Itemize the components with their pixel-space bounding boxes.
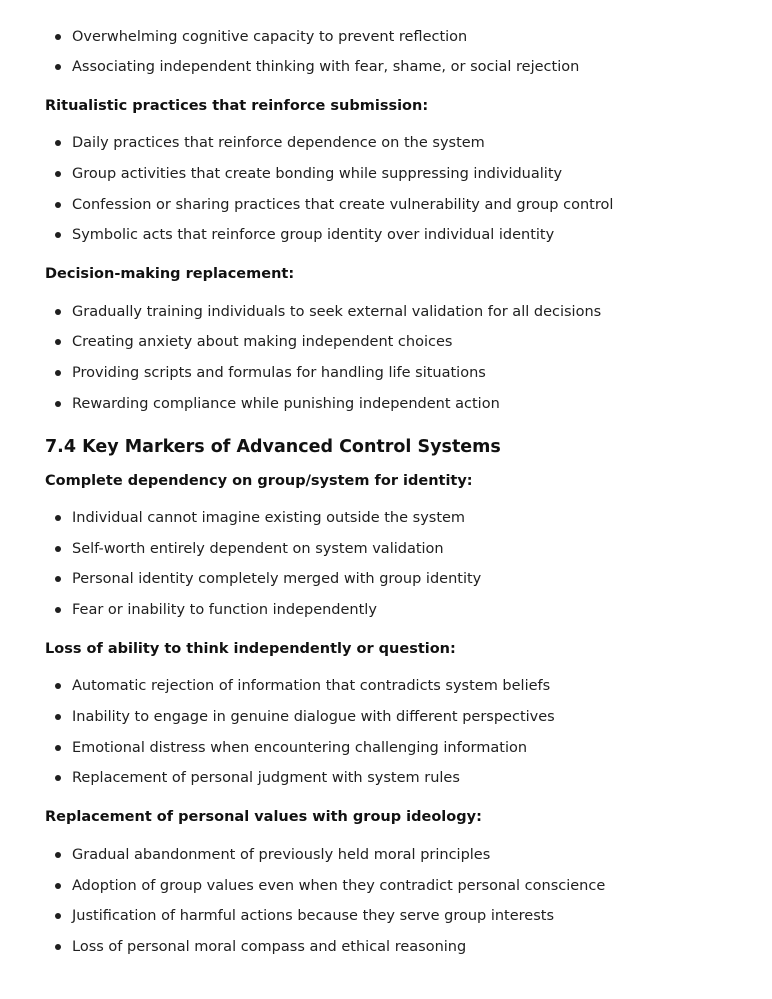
list-item-text: Creating anxiety about making independent choices	[72, 334, 453, 350]
list-item	[0, 161, 772, 187]
bullet-dot	[55, 852, 61, 858]
bullet-dot	[55, 546, 61, 552]
bullet-dot	[55, 140, 61, 146]
section-title: 7.4 Key Markers of Advanced Control Systems	[45, 437, 501, 457]
bullet-dot	[55, 309, 61, 315]
list-item	[0, 391, 772, 417]
list-item	[0, 934, 772, 960]
bullet-dot	[55, 401, 61, 407]
list-item-text: Adoption of group values even when they contradict personal conscience	[72, 878, 606, 894]
list-item	[0, 704, 772, 730]
list-item-text: Gradual abandonment of previously held moral principles	[72, 847, 491, 863]
list-item	[0, 360, 772, 386]
list-item-text: Providing scripts and formulas for handling life situations	[72, 365, 486, 381]
list-item	[0, 597, 772, 623]
bullet-dot	[55, 202, 61, 208]
list-item	[0, 505, 772, 531]
bullet-dot	[55, 913, 61, 919]
list-item-text: Inability to engage in genuine dialogue with different perspectives	[72, 709, 555, 725]
list-item	[0, 873, 772, 899]
list-item-text: Group activities that create bonding while suppressing individuality	[72, 166, 563, 182]
bullet-dot	[55, 34, 61, 40]
bullet-dot	[55, 370, 61, 376]
list-item-text: Emotional distress when encountering challenging information	[72, 740, 528, 756]
list-item-text: Symbolic acts that reinforce group identity over individual identity	[72, 227, 555, 243]
list-item-text: Confession or sharing practices that create vulnerability and group control	[72, 197, 614, 213]
bullet-dot	[55, 64, 61, 70]
bullet-dot	[55, 944, 61, 950]
list-item-text: Fear or inability to function independently	[72, 602, 377, 618]
list-item-text: Self-worth entirely dependent on system validation	[72, 541, 444, 557]
list-item-text: Loss of personal moral compass and ethical reasoning	[72, 939, 467, 955]
bullet-dot	[55, 232, 61, 238]
list-item	[0, 536, 772, 562]
bullet-dot	[55, 576, 61, 582]
list-item	[0, 842, 772, 868]
list-item-text: Automatic rejection of information that contradicts system beliefs	[72, 678, 551, 694]
bullet-dot	[55, 515, 61, 521]
list-item	[0, 54, 772, 80]
list-item	[0, 566, 772, 592]
list-item	[0, 130, 772, 156]
list-item-text: Justification of harmful actions because they serve group interests	[72, 908, 555, 924]
bullet-dot	[55, 683, 61, 689]
bullet-dot	[55, 714, 61, 720]
list-item	[0, 24, 772, 50]
list-item	[0, 735, 772, 761]
bullet-dot	[55, 745, 61, 751]
list-item	[0, 765, 772, 791]
bullet-dot	[55, 339, 61, 345]
subheading-decision: Decision-making replacement:	[45, 266, 295, 282]
list-item-text: Individual cannot imagine existing outside the system	[72, 510, 466, 526]
list-item-text: Overwhelming cognitive capacity to prevent reflection	[72, 29, 468, 45]
subheading-dependency: Complete dependency on group/system for identity:	[45, 473, 473, 489]
list-item-text: Gradually training individuals to seek external validation for all decisions	[72, 304, 602, 320]
list-item-text: Associating independent thinking with fear, shame, or social rejection	[72, 59, 580, 75]
list-item	[0, 222, 772, 248]
bullet-dot	[55, 607, 61, 613]
subheading-values: Replacement of personal values with group ideology:	[45, 809, 482, 825]
list-item	[0, 903, 772, 929]
bullet-dot	[55, 775, 61, 781]
subheading-ritualistic: Ritualistic practices that reinforce submission:	[45, 98, 429, 114]
list-item-text: Replacement of personal judgment with system rules	[72, 770, 460, 786]
subheading-loss-thinking: Loss of ability to think independently or question:	[45, 641, 456, 657]
list-item-text: Daily practices that reinforce dependence on the system	[72, 135, 485, 151]
list-item	[0, 192, 772, 218]
list-item	[0, 299, 772, 325]
list-item	[0, 673, 772, 699]
bullet-dot	[55, 171, 61, 177]
list-item	[0, 329, 772, 355]
list-item-text: Rewarding compliance while punishing independent action	[72, 396, 500, 412]
bullet-dot	[55, 883, 61, 889]
list-item-text: Personal identity completely merged with group identity	[72, 571, 482, 587]
